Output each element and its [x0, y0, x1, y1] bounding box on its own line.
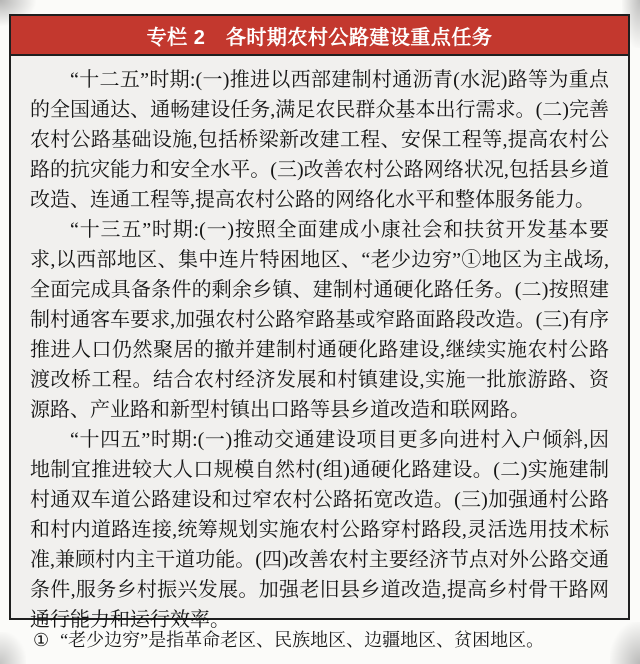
column-header — [11, 16, 628, 56]
paragraph-13th-five-year-period: “十三五”时期:(一)按照全面建成小康社会和扶贫开发基本要求,以西部地区、集中连片特困地区、“老少边穷”①地区为主战场,全面完成具备条件的剩余乡镇、建制村通硬化路任务。(二)按照建制村通客车要求,加强农村公路窄路基或窄路面路段改造。(三)有序推进人口仍然聚居的撤并建制村通硬化路建设,继续实施农村公路渡改桥工程。结合农村经济发展和村镇建设,实施一批旅游路、资源路、产业路和新型村镇出口路等县乡道改造和联网路。 — [30, 219, 609, 421]
paragraph-14th-five-year-period: “十四五”时期:(一)推动交通建设项目更多向进村入户倾斜,因地制宜推进较大人口规模自然村(组)通硬化路建设。(二)实施建制村通双车道公路建设和过窄农村公路拓宽改造。(三)加强通村公路和村内道路连接,统筹规划实施农村公路穿村路段,灵活选用技术标准,兼顾村内主干道功能。(四)改善农村主要经济节点对外公路交通条件,服务乡村振兴发展。加强老旧县乡道改造,提高乡村骨干路网通行能力和运行效率。 — [30, 429, 609, 631]
footnote — [9, 628, 630, 652]
footnote-marker: ① — [33, 630, 50, 650]
paragraph-12th-five-year-period: “十二五”时期:(一)推进以西部建制村通沥青(水泥)路等为重点的全国通达、通畅建设任务,满足农民群众基本出行需求。(二)完善农村公路基础设施,包括桥梁新改建工程、安保工程等,提高农村公路的抗灾能力和安全水平。(三)改善农村公路网络状况,包括县乡道改造、连通工程等,提高农村公路的网络化水平和整体服务能力。 — [30, 69, 609, 211]
column-title: 专栏 2 各时期农村公路建设重点任务 — [146, 26, 493, 49]
column-panel — [9, 14, 630, 631]
footnote-text: “老少边穷”是指革命老区、民族地区、边疆地区、贫困地区。 — [60, 630, 545, 650]
column-body — [11, 56, 628, 635]
